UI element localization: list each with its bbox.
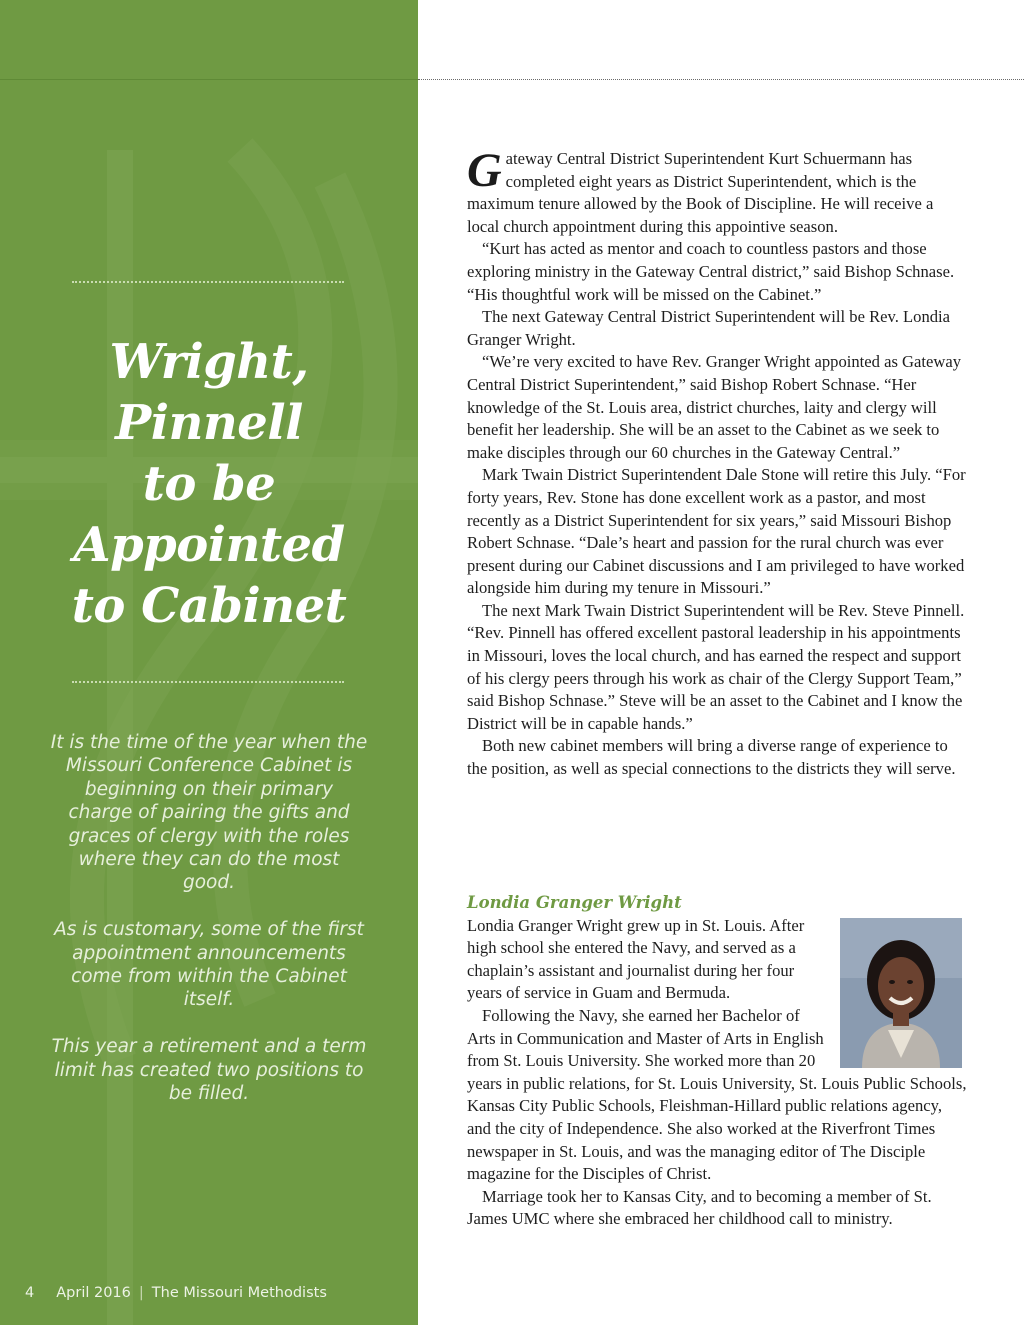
headline-line: Pinnell	[115, 395, 303, 451]
issue-date: April 2016	[56, 1285, 131, 1301]
intro-paragraph: It is the time of the year when the Missouri Conference Cabinet is beginning on their primary charge of pairing the gifts and graces of clergy with the roles where they can do the most good.	[50, 732, 368, 894]
headline-line: to Cabinet	[71, 578, 347, 634]
portrait-photo	[840, 918, 962, 1068]
article-paragraph-text: ateway Central District Superintendent Kurt Schuermann has completed eight years as District Superintendent, which is the maximum tenure allowed by the Book of Discipline. He will receive a local church appointment during this appointive season.	[467, 149, 934, 236]
headline-line: Appointed	[73, 517, 345, 573]
top-rule-green	[0, 79, 418, 80]
page-footer	[25, 1285, 327, 1301]
portrait-illustration	[840, 918, 962, 1068]
article-paragraph: Mark Twain District Superintendent Dale Stone will retire this July. “For forty years, Rev. Stone has done excellent work as a pastor, and most recently as a District Superintendent for six years,” said Missouri Bishop Robert Schnase. “Dale’s heart and passion for the rural church was ever present during our Cabinet discussions and I am privileged to have worked alongside him during my tenure in Missouri.”	[467, 465, 966, 598]
headline	[40, 332, 378, 637]
article-paragraph: “Kurt has acted as mentor and coach to countless pastors and those exploring ministry in the Gateway Central district,” said Bishop Schnase. “His thoughtful work will be missed on the Cabinet.”	[467, 239, 955, 304]
article-paragraph: The next Mark Twain District Superintendent will be Rev. Steve Pinnell. “Rev. Pinnell has offered excellent pastoral leadership in his appointments in Missouri, loves the local church, and has earned the respect and support of his clergy peers through his work as chair of the Clergy Support Team,” said Bishop Schnase.” Steve will be an asset to the Cabinet and I know the District will be in capable hands.”	[467, 600, 965, 733]
page-number: 4	[25, 1285, 35, 1301]
article-paragraph	[467, 144, 967, 238]
intro-paragraph: This year a retirement and a term limit has created two positions to be filled.	[51, 1036, 367, 1105]
intro-text	[50, 731, 368, 1105]
top-rule	[418, 79, 1024, 80]
cross-flame-watermark	[0, 0, 418, 1325]
article-paragraph: “We’re very excited to have Rev. Granger Wright appointed as Gateway Central District Superintendent,” said Bishop Robert Schnase. “Her knowledge of the St. Louis area, district churches, laity and clergy will benefit her leadership. She will be an asset to the Cabinet as we seek to make disciples through our 60 churches in the Gateway Central.”	[467, 352, 962, 462]
sidebar-panel	[0, 0, 418, 1325]
bio-section	[467, 892, 967, 1231]
bio-heading: Londia Granger Wright	[467, 893, 682, 912]
publication-name: The Missouri Methodists	[151, 1285, 327, 1301]
footer-separator: |	[138, 1285, 144, 1301]
article-paragraph: Both new cabinet members will bring a diverse range of experience to the position, as well as special connections to the districts they will serve.	[467, 736, 956, 779]
dotted-divider-top	[72, 281, 344, 283]
dotted-divider-bottom	[72, 681, 344, 683]
bio-paragraph: Marriage took her to Kansas City, and to becoming a member of St. James UMC where she embraced her childhood call to ministry.	[467, 1186, 932, 1229]
article-body	[467, 144, 967, 781]
bio-paragraph: Londia Granger Wright grew up in St. Louis. After high school she entered the Navy, and served as a chaplain’s assistant and journalist during her four years of service in Guam and Bermuda.	[467, 915, 805, 1003]
headline-line: Wright,	[109, 334, 309, 390]
intro-paragraph: As is customary, some of the first appointment announcements come from within the Cabinet itself.	[54, 919, 364, 1011]
bio-paragraph: Following the Navy, she earned her Bachelor of Arts in Communication and Master of Arts in English from St. Louis University. She worked more than 20 years in public relations, for St. Louis University, St. Louis Public Schools, Kansas City Public Schools, Fleishman-Hillard public relations agency, and the city of Independence. She also worked at the Riverfront Times newspaper in St. Louis, and was the managing editor of The Disciple magazine for the Disciples of Christ.	[467, 1005, 967, 1184]
article-paragraph: The next Gateway Central District Superintendent will be Rev. Londia Granger Wright.	[467, 307, 951, 349]
drop-cap: G	[467, 144, 502, 197]
headline-line: to be	[142, 456, 276, 512]
